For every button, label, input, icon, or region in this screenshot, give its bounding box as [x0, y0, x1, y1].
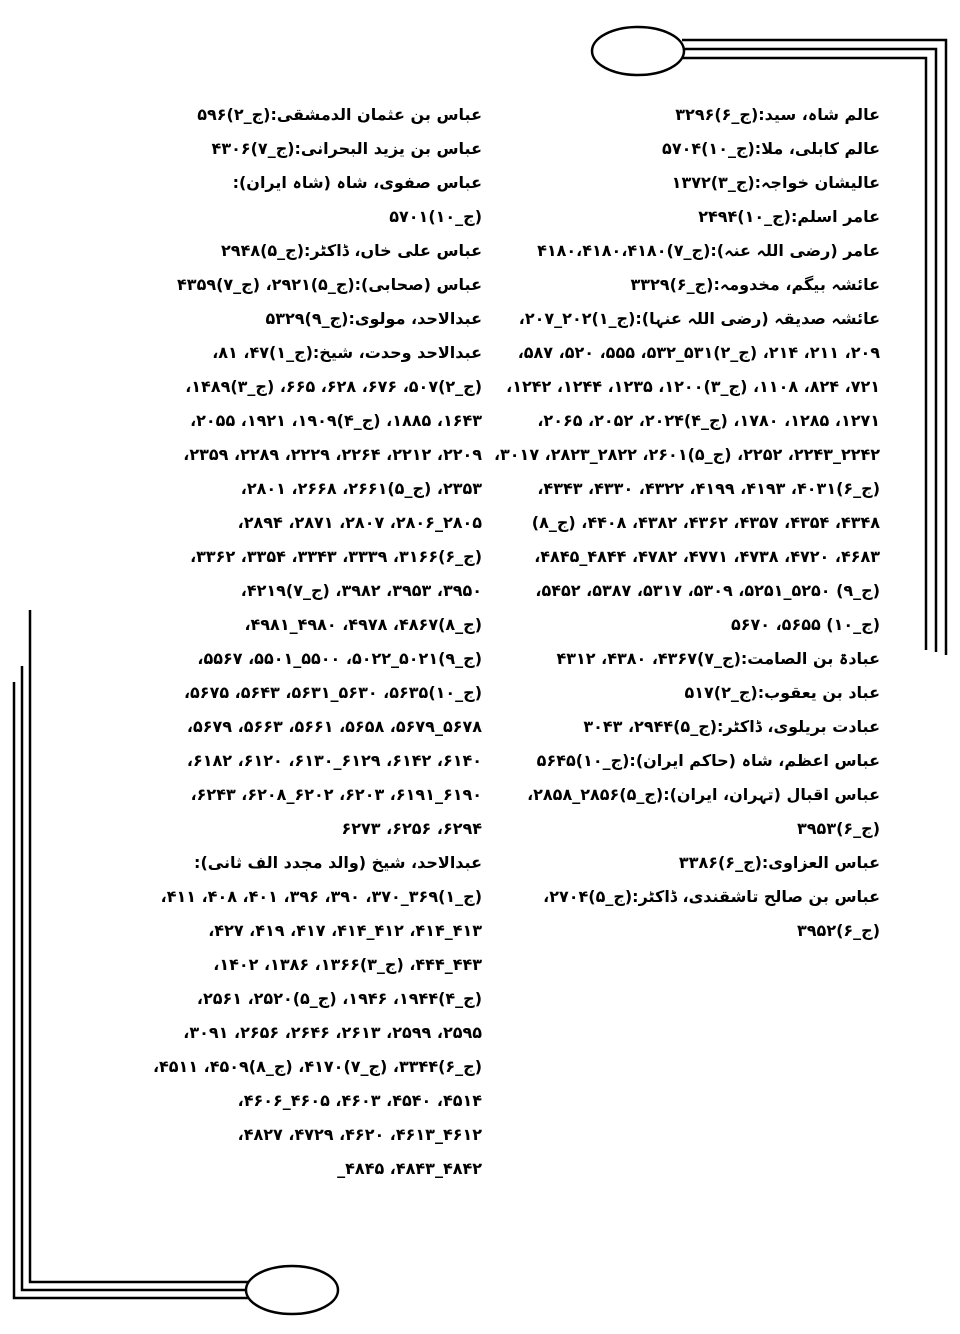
index-entry: عباس صفوی، شاہ (شاہ ایران):(ج_۱۰)۵۷۰۱ — [232, 173, 482, 226]
index-entry: عباس اعظم، شاہ (حاکم ایران):(ج_۱۰)۵۶۴۵ — [536, 751, 880, 770]
index-entry: عباس العزاوی:(ج_۶)۳۳۸۶ — [678, 853, 880, 872]
index-entry: عبدالاحد، مولوی:(ج_۹)۵۳۲۹ — [265, 309, 482, 328]
index-entry: عباد بن یعقوب:(ج_۲)۵۱۷ — [684, 683, 880, 702]
index-entry: عامر (رضی اللہ عنہ):(ج_۷)۴۱۸۰،۴۱۸۰،۴۱۸۰ — [537, 241, 880, 260]
index-column-right — [492, 98, 880, 948]
index-column-left — [150, 98, 482, 1186]
index-entry: عامر اسلم:(ج_۱۰)۲۴۹۴ — [698, 207, 880, 226]
index-entry: عباس (صحابی):(ج_۵)۲۹۲۱، (ج_۷)۴۳۵۹ — [177, 275, 482, 294]
index-entry: عبدالاحد، شیخ (والد مجدد الف ثانی):(ج_۱)۳۶۹_۳۷۰، ۳۹۰، ۳۹۶، ۴۰۱، ۴۰۸، ۴۱۱، ۴۱۳_۴۱۴، ۴۱۲_۴۱۴، ۴۱۷، ۴۱۹، ۴۲۷، ۴۴۳_۴۴۴، (ج_۳)۱۳۶۶، ۱۳۸۶، ۱۴۰۲، (ج_۴)۱۹۴۴، ۱۹۴۶، (ج_۵)۲۵۲۰، ۲۵۶۱، ۲۵۹۵، ۲۵۹۹، ۲۶۱۳، ۲۶۴۶، ۲۶۵۶، ۳۰۹۱، (ج_۶)۳۳۴۴، (ج_۷)۴۱۷۰، (ج_۸)۴۵۰۹، ۴۵۱۱، ۴۵۱۴، ۴۵۴۰، ۴۶۰۳، ۴۶۰۵_۴۶۰۶، ۴۶۱۲_۴۶۱۳، ۴۶۲۰، ۴۷۲۹، ۴۸۲۷، ۴۸۴۲_۴۸۴۳، ۴۸۴۵_ — [152, 853, 482, 1178]
index-entry: عالم کابلی، ملا:(ج_۱۰)۵۷۰۴ — [662, 139, 880, 158]
index-entry: عبادۃ بن الصامت:(ج_۷)۴۳۶۷، ۴۳۸۰، ۴۳۱۲ — [556, 649, 880, 668]
index-entry: عباس بن عثمان الدمشقی:(ج_۲)۵۹۶ — [197, 105, 482, 124]
index-entry: عالیشان خواجہ:(ج_۳)۱۳۷۲ — [671, 173, 880, 192]
index-entry: عائشہ بیگم، مخدومہ:(ج_۶)۳۳۲۹ — [630, 275, 880, 294]
index-entry: عباس اقبال (تہران، ایران):(ج_۵)۲۸۵۶_۲۸۵۸، (ج_۶)۳۹۵۳ — [527, 785, 880, 838]
index-entry: عباس علی خاں، ڈاکٹر:(ج_۵)۲۹۴۸ — [221, 241, 482, 260]
index-entry: عالم شاہ، سید:(ج_۶)۳۲۹۶ — [675, 105, 880, 124]
index-entry: عبادت بریلوی، ڈاکٹر:(ج_۵)۲۹۴۴، ۳۰۴۳ — [583, 717, 880, 736]
index-entry: عباس بن صالح تاشقندی، ڈاکٹر:(ج_۵)۲۷۰۴، (ج_۶)۳۹۵۲ — [543, 887, 880, 940]
index-entry: عائشہ صدیقہ (رضی اللہ عنہا):(ج_۱)۲۰۲_۲۰۷، ۲۰۹، ۲۱۱، ۲۱۴، (ج_۲)۵۳۱_۵۳۲، ۵۵۵، ۵۲۰، ۵۸۷، ۷۲۱، ۸۲۴، ۱۱۰۸، (ج_۳)۱۲۰۰، ۱۲۳۵، ۱۲۴۴، ۱۲۴۲، ۱۲۷۱، ۱۲۸۵، ۱۷۸۰، (ج_۴)۲۰۲۴، ۲۰۵۲، ۲۰۶۵، ۲۲۴۲_۲۲۴۳، ۲۲۵۲، (ج_۵)۲۶۰۱، ۲۸۲۲_۲۸۲۳، ۳۰۱۷، (ج_۶)۴۰۳۱، ۴۱۹۳، ۴۱۹۹، ۴۳۲۲، ۴۳۳۰، ۴۳۴۳، ۴۳۴۸، ۴۳۵۴، ۴۳۵۷، ۴۳۶۲، ۴۳۸۲، ۴۴۰۸، (ج_۸) ۴۶۸۳، ۴۷۲۰، ۴۷۳۸، ۴۷۷۱، ۴۷۸۲، ۴۸۴۴_۴۸۴۵، (ج_۹) ۵۲۵۰_۵۲۵۱، ۵۳۰۹، ۵۳۱۷، ۵۳۸۷، ۵۴۵۲، (ج_۱۰) ۵۶۵۵، ۵۶۷۰ — [493, 309, 880, 634]
index-entry: عبدالاحد وحدت، شیخ:(ج_۱)۴۷، ۸۱، (ج_۲)۵۰۷، ۶۷۶، ۶۲۸، ۶۶۵، (ج_۳)۱۴۸۹، ۱۶۴۳، ۱۸۸۵، (ج_۴)۱۹۰۹، ۱۹۲۱، ۲۰۵۵، ۲۲۰۹، ۲۲۱۲، ۲۲۶۴، ۲۲۲۹، ۲۲۸۹، ۲۳۵۹، ۲۳۵۳، (ج_۵)۲۶۶۱، ۲۶۶۸، ۲۸۰۱، ۲۸۰۵_۲۸۰۶، ۲۸۰۷، ۲۸۷۱، ۲۸۹۴، (ج_۶)۳۱۶۶، ۳۳۳۹، ۳۳۴۳، ۳۳۵۴، ۳۳۶۲، ۳۹۵۰، ۳۹۵۳، ۳۹۸۲، (ج_۷)۴۲۱۹، (ج_۸)۴۸۶۷، ۴۹۷۸، ۴۹۸۰_۴۹۸۱، (ج_۹)۵۰۲۱_۵۰۲۲، ۵۵۰۰_۵۵۰۱، ۵۵۶۷، (ج_۱۰)۵۶۳۵، ۵۶۳۰_۵۶۳۱، ۵۶۴۳، ۵۶۷۵، ۵۶۷۸_۵۶۷۹، ۵۶۵۸، ۵۶۶۱، ۵۶۶۳، ۵۶۷۹، ۶۱۴۰، ۶۱۴۲، ۶۱۲۹_۶۱۳۰، ۶۱۲۰، ۶۱۸۲، ۶۱۹۰_۶۱۹۱، ۶۲۰۳، ۶۲۰۲_۶۲۰۸، ۶۲۴۳، ۶۲۹۴، ۶۲۵۶، ۶۲۷۳ — [183, 343, 482, 838]
index-entry: عباس بن یزید البحرانی:(ج_۷)۴۳۰۶ — [211, 139, 482, 158]
